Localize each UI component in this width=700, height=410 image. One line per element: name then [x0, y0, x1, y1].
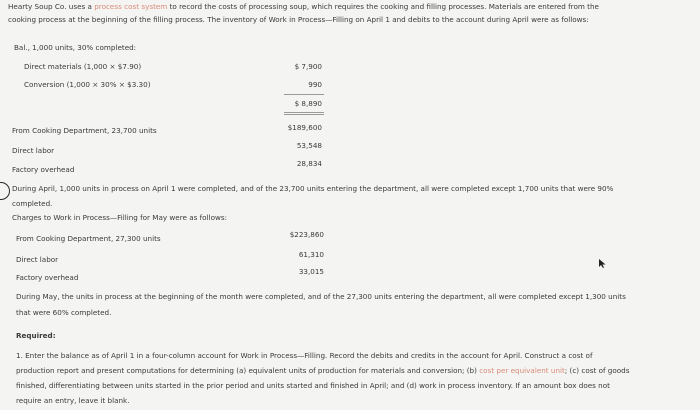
intro-line-2: cooking process at the beginning of the filling process. The inventory of Work in Process—Filling on April 1 and debits to the account during April were as follows: — [8, 15, 589, 24]
process-cost-system-link[interactable]: process cost system — [94, 2, 168, 11]
april-cooking-value: $189,600 — [287, 123, 322, 132]
may-labor-label: Direct labor — [16, 255, 59, 264]
april-overhead-label: Factory overhead — [12, 165, 75, 174]
cost-per-equivalent-unit-link[interactable]: cost per equivalent unit — [479, 366, 565, 375]
mouse-pointer-icon — [598, 258, 607, 271]
total-rule-1 — [284, 112, 324, 113]
bracket-marker-icon — [0, 182, 10, 200]
may-note-line-1: During May, the units in process at the beginning of the month were completed, and of the 27,300 units entering the department, all were completed except 1,300 units — [16, 292, 626, 301]
april-labor-label: Direct labor — [12, 146, 55, 155]
april-cooking-label: From Cooking Department, 23,700 units — [12, 126, 157, 135]
april-overhead-value: 28,834 — [296, 159, 322, 168]
may-cooking-label: From Cooking Department, 27,300 units — [16, 234, 161, 243]
required-line-4: require an entry, leave it blank. — [16, 396, 130, 405]
bal-label: Bal., 1,000 units, 30% completed: — [14, 43, 137, 52]
required-line-2-text: production report and present computations for determining (a) equivalent units of production for materials and conversion; (b) — [16, 366, 477, 375]
may-labor-value: 61,310 — [298, 250, 324, 259]
may-heading: Charges to Work in Process—Filling for May were as follows: — [12, 213, 228, 222]
bal-total-value: $ 8,890 — [294, 99, 322, 108]
may-overhead-label: Factory overhead — [16, 273, 79, 282]
may-note-line-2: that were 60% completed. — [16, 308, 112, 317]
april-note-line-1: During April, 1,000 units in process on April 1 were completed, and of the 23,700 units entering the department, all were completed except 1,700 units that were 90% — [12, 184, 614, 193]
required-line-3: finished, differentiating between units started in the prior period and units started and finished in April; and (d) work in process inventory. If an amount box does not — [16, 381, 610, 390]
conversion-value: 990 — [308, 80, 322, 89]
required-line-1: 1. Enter the balance as of April 1 in a four-column account for Work in Process—Filling. Record the debits and credits in the account for April. Construct a cost of — [16, 351, 593, 360]
required-heading: Required: — [16, 331, 56, 340]
intro-text: Hearty Soup Co. uses a — [8, 2, 92, 11]
subtotal-rule — [284, 94, 324, 95]
intro-line-1 — [8, 2, 599, 11]
required-line-2 — [16, 366, 629, 375]
direct-materials-value: $ 7,900 — [294, 62, 322, 71]
total-rule-2 — [284, 114, 324, 115]
conversion-label: Conversion (1,000 × 30% × $3.30) — [24, 80, 151, 89]
april-labor-value: 53,548 — [296, 141, 322, 150]
required-line-2-tail: ; (c) cost of goods — [564, 366, 630, 375]
intro-text-cont: to record the costs of processing soup, which requires the cooking and filling processes. Materials are entered from the — [169, 2, 599, 11]
april-note-line-2: completed. — [12, 199, 53, 208]
direct-materials-label: Direct materials (1,000 × $7.90) — [24, 62, 142, 71]
may-overhead-value: 33,015 — [298, 267, 324, 276]
may-cooking-value: $223,860 — [289, 230, 324, 239]
